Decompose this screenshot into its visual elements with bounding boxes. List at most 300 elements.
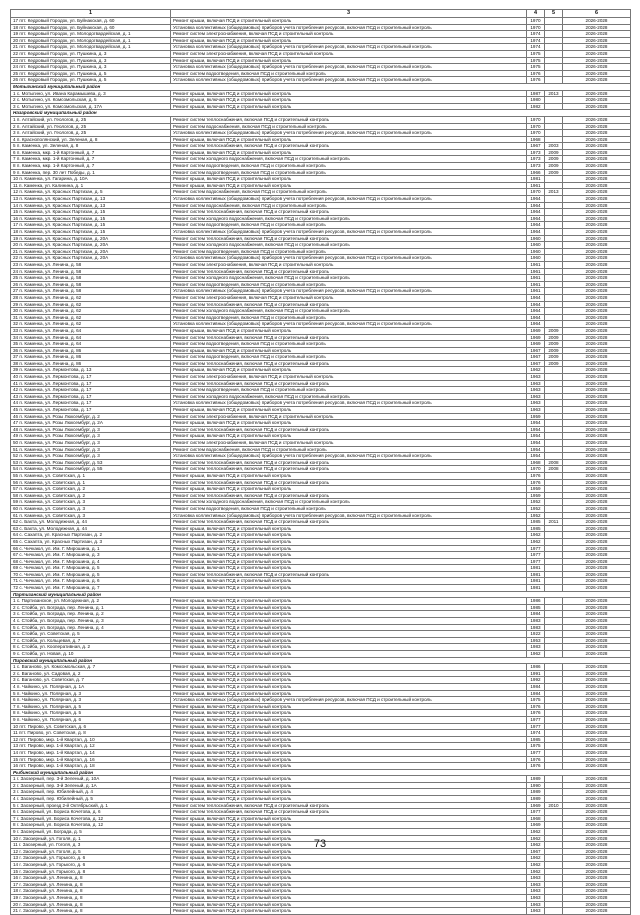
year-last-repair-cell: 2009 bbox=[545, 334, 563, 341]
table-row bbox=[11, 209, 631, 216]
year-last-repair-cell bbox=[545, 585, 563, 592]
planned-period-cell: 2026-2028 bbox=[563, 97, 631, 104]
address-cell: 71 с. Чичкаюл, ул. Им. Г. Мирошина, д. 6 bbox=[11, 578, 171, 585]
address-cell: 60 п. Каменка, ул. Советская, д. 3 bbox=[11, 505, 171, 512]
planned-period-cell: 2026-2028 bbox=[563, 789, 631, 796]
year-last-repair-cell bbox=[545, 888, 563, 895]
work-type-cell: Ремонт крыши, включая ПСД и строительный контроль bbox=[171, 565, 527, 572]
work-type-cell: Ремонт крыши, включая ПСД и строительный контроль bbox=[171, 710, 527, 717]
table-row bbox=[11, 736, 631, 743]
address-cell: 12 п. Каменка, ул. Красных Партизан, д. 5 bbox=[11, 189, 171, 196]
address-cell: 9 п. Каменка, пер. 30 лет Победы, д. 1 bbox=[11, 169, 171, 176]
address-cell: 22 пгт. Кедровый Городок, ул. Пушкина, д. 3 bbox=[11, 50, 171, 57]
address-cell: 65 с. Сахапта, ул. Красных Партизан, д. 3 bbox=[11, 538, 171, 545]
planned-period-cell: 2026-2028 bbox=[563, 888, 631, 895]
work-type-cell: Ремонт систем теплоснабжения, включая ПСД и строительный контроль bbox=[171, 466, 527, 473]
year-built-cell: 1985 bbox=[527, 736, 545, 743]
work-type-cell: Ремонт систем теплоснабжения, включая ПСД и строительный контроль bbox=[171, 235, 527, 242]
year-built-cell: 1962 bbox=[527, 538, 545, 545]
year-built-cell: 1960 bbox=[527, 255, 545, 262]
address-cell: 4 с. Стойба, ул. Бограда, пер. Ленина, д. 3 bbox=[11, 618, 171, 625]
table-row bbox=[11, 242, 631, 249]
year-last-repair-cell bbox=[545, 815, 563, 822]
work-type-cell: Ремонт крыши, включая ПСД и строительный контроль bbox=[171, 407, 527, 414]
table-row bbox=[11, 255, 631, 262]
table-row bbox=[11, 486, 631, 493]
year-built-cell: 1984 bbox=[527, 690, 545, 697]
address-cell: 1 с. Мотыгино, ул. Ивана Карамышева, д. 3 bbox=[11, 90, 171, 97]
year-built-cell: 1962 bbox=[527, 829, 545, 836]
address-cell: 23 пгт. Кедровый Городок, ул. Пушкина, д. 3 bbox=[11, 57, 171, 64]
table-row bbox=[11, 341, 631, 348]
work-type-cell: Ремонт крыши, включая ПСД и строительный контроль bbox=[171, 670, 527, 677]
table-row bbox=[11, 57, 631, 64]
year-built-cell: 1954 bbox=[527, 446, 545, 453]
table-row bbox=[11, 433, 631, 440]
work-type-cell: Ремонт крыши, включая ПСД и строительный контроль bbox=[171, 829, 527, 836]
planned-period-cell: 2026-2028 bbox=[563, 664, 631, 671]
year-last-repair-cell bbox=[545, 855, 563, 862]
work-type-cell: Ремонт крыши, включая ПСД и строительный контроль bbox=[171, 327, 527, 334]
address-cell: 8 г. Заозерный, ул. Бориса Кочетова, д. 12 bbox=[11, 822, 171, 829]
work-type-cell: Ремонт систем теплоснабжения, включая ПСД и строительный контроль bbox=[171, 209, 527, 216]
address-cell: 21 п. Каменка, ул. Красных Партизан, д. 20А bbox=[11, 248, 171, 255]
work-type-cell: Ремонт крыши, включая ПСД и строительный контроль bbox=[171, 611, 527, 618]
address-cell: 30 п. Каменка, ул. Ленина, д. 62 bbox=[11, 308, 171, 315]
planned-period-cell: 2026-2028 bbox=[563, 868, 631, 875]
planned-period-cell: 2026-2028 bbox=[563, 294, 631, 301]
year-last-repair-cell: 2009 bbox=[545, 341, 563, 348]
address-cell: 1 с. Ваганово, ул. Комсомольская, д. 7 bbox=[11, 664, 171, 671]
table-row bbox=[11, 18, 631, 25]
year-last-repair-cell: 2009 bbox=[545, 169, 563, 176]
planned-period-cell: 2026-2028 bbox=[563, 730, 631, 737]
year-built-cell: 1962 bbox=[527, 842, 545, 849]
year-built-cell: 1986 bbox=[527, 664, 545, 671]
table-row bbox=[11, 222, 631, 229]
year-last-repair-cell bbox=[545, 894, 563, 901]
table-row bbox=[11, 644, 631, 651]
work-type-cell: Ремонт крыши, включая ПСД и строительный контроль bbox=[171, 624, 527, 631]
year-last-repair-cell bbox=[545, 492, 563, 499]
year-last-repair-cell bbox=[545, 901, 563, 908]
work-type-cell: Ремонт систем водоотведения, включая ПСД и строительный контроль bbox=[171, 70, 527, 77]
table-row bbox=[11, 618, 631, 625]
work-type-cell: Ремонт крыши, включая ПСД и строительный контроль bbox=[171, 756, 527, 763]
planned-period-cell: 2026-2028 bbox=[563, 182, 631, 189]
table-row bbox=[11, 196, 631, 203]
work-type-cell: Ремонт систем теплоснабжения, включая ПСД и строительный контроль bbox=[171, 459, 527, 466]
work-type-cell: Ремонт крыши, включая ПСД и строительный контроль bbox=[171, 822, 527, 829]
planned-period-cell: 2026-2028 bbox=[563, 631, 631, 638]
planned-period-cell: 2026-2028 bbox=[563, 123, 631, 130]
year-last-repair-cell bbox=[545, 538, 563, 545]
planned-period-cell: 2026-2028 bbox=[563, 413, 631, 420]
year-last-repair-cell bbox=[545, 261, 563, 268]
address-cell: 55 п. Каменка, ул. Советская, д. 1 bbox=[11, 472, 171, 479]
planned-period-cell: 2026-2028 bbox=[563, 130, 631, 137]
planned-period-cell: 2026-2028 bbox=[563, 749, 631, 756]
year-last-repair-cell bbox=[545, 453, 563, 460]
year-built-cell: 1962 bbox=[527, 532, 545, 539]
work-type-cell: Ремонт крыши, включая ПСД и строительный контроль bbox=[171, 486, 527, 493]
work-type-cell: Ремонт крыши, включая ПСД и строительный контроль bbox=[171, 749, 527, 756]
planned-period-cell: 2026-2028 bbox=[563, 598, 631, 605]
year-built-cell: 1962 bbox=[527, 855, 545, 862]
work-type-cell: Ремонт крыши, включая ПСД и строительный контроль bbox=[171, 538, 527, 545]
year-last-repair-cell bbox=[545, 248, 563, 255]
table-row bbox=[11, 90, 631, 97]
planned-period-cell: 2026-2028 bbox=[563, 354, 631, 361]
table-row bbox=[11, 782, 631, 789]
year-last-repair-cell bbox=[545, 420, 563, 427]
work-type-cell: Ремонт крыши, включая ПСД и строительный контроль bbox=[171, 57, 527, 64]
table-row bbox=[11, 123, 631, 130]
address-cell: 61 п. Каменка, ул. Советская, д. 3 bbox=[11, 512, 171, 519]
address-cell: 39 п. Каменка, ул. Лермонтова, д. 13 bbox=[11, 367, 171, 374]
planned-period-cell: 2026-2028 bbox=[563, 670, 631, 677]
work-type-cell: Ремонт систем электроснабжения, включая ПСД и строительный контроль bbox=[171, 294, 527, 301]
work-type-cell: Ремонт крыши, включая ПСД и строительный контроль bbox=[171, 37, 527, 44]
year-built-cell: 1960 bbox=[527, 242, 545, 249]
year-built-cell: 1970 bbox=[527, 189, 545, 196]
address-cell: 8 п. Каменка, мкр. 1-й Картонный, д. 7 bbox=[11, 163, 171, 170]
address-cell: 1 с. Партизанское, ул. Молодежная, д. 2 bbox=[11, 598, 171, 605]
planned-period-cell: 2026-2028 bbox=[563, 894, 631, 901]
work-type-cell: Установка коллективных (общедомовых) приборов учета потребления ресурсов, включая ПСД и строительный контроль bbox=[171, 288, 527, 295]
year-last-repair-cell bbox=[545, 505, 563, 512]
table-row bbox=[11, 664, 631, 671]
table-row bbox=[11, 215, 631, 222]
work-type-cell: Ремонт крыши, включая ПСД и строительный контроль bbox=[171, 908, 527, 915]
work-type-cell: Ремонт крыши, включая ПСД и строительный контроль bbox=[171, 149, 527, 156]
table-row bbox=[11, 690, 631, 697]
planned-period-cell: 2026-2028 bbox=[563, 440, 631, 447]
address-cell: 28 п. Каменка, ул. Ленина, д. 62 bbox=[11, 294, 171, 301]
address-cell: 24 пгт. Кедровый Городок, ул. Пушкина, д. 3 bbox=[11, 64, 171, 71]
table-row bbox=[11, 459, 631, 466]
planned-period-cell: 2026-2028 bbox=[563, 842, 631, 849]
work-type-cell: Ремонт крыши, включая ПСД и строительный контроль bbox=[171, 743, 527, 750]
year-built-cell: 1973 bbox=[527, 156, 545, 163]
work-type-cell: Ремонт систем теплоснабжения, включая ПСД и строительный контроль bbox=[171, 492, 527, 499]
year-last-repair-cell bbox=[545, 472, 563, 479]
address-cell: 70 с. Чичкаюл, ул. Им. Г. Мирошина, д. 5 bbox=[11, 571, 171, 578]
table-row bbox=[11, 868, 631, 875]
address-cell: 40 п. Каменка, ул. Лермонтова, д. 17 bbox=[11, 374, 171, 381]
year-last-repair-cell bbox=[545, 37, 563, 44]
year-last-repair-cell bbox=[545, 776, 563, 783]
planned-period-cell: 2026-2028 bbox=[563, 347, 631, 354]
planned-period-cell: 2026-2028 bbox=[563, 571, 631, 578]
year-built-cell: 1961 bbox=[527, 288, 545, 295]
address-cell: 7 г. Заозерный, ул. Бориса Кочетова, д. 12 bbox=[11, 815, 171, 822]
year-last-repair-cell bbox=[545, 31, 563, 38]
table-row bbox=[11, 538, 631, 545]
address-cell: 12 пгт. Пирово, мкр. 1-й Квартал, д. 10 bbox=[11, 736, 171, 743]
address-cell: 69 с. Чичкаюл, ул. Им. Г. Мирошина, д. 5 bbox=[11, 565, 171, 572]
planned-period-cell: 2026-2028 bbox=[563, 624, 631, 631]
work-type-cell: Ремонт систем теплоснабжения, включая ПСД и строительный контроль bbox=[171, 802, 527, 809]
address-cell: 2 с. Ваганово, ул. Садовая, д. 2 bbox=[11, 670, 171, 677]
work-type-cell: Ремонт систем водоотведения, включая ПСД и строительный контроль bbox=[171, 314, 527, 321]
planned-period-cell: 2026-2028 bbox=[563, 532, 631, 539]
planned-period-cell: 2026-2028 bbox=[563, 90, 631, 97]
address-cell: 37 п. Каменка, ул. Ленина, д. 86 bbox=[11, 354, 171, 361]
table-row bbox=[11, 525, 631, 532]
year-last-repair-cell bbox=[545, 749, 563, 756]
year-built-cell: 1962 bbox=[527, 868, 545, 875]
year-built-cell: 1983 bbox=[527, 644, 545, 651]
planned-period-cell: 2026-2028 bbox=[563, 215, 631, 222]
year-built-cell: 1964 bbox=[527, 209, 545, 216]
table-row bbox=[11, 70, 631, 77]
table-row bbox=[11, 301, 631, 308]
work-type-cell: Ремонт систем теплоснабжения, включая ПСД и строительный контроль bbox=[171, 426, 527, 433]
year-built-cell: 1977 bbox=[527, 552, 545, 559]
year-built-cell: 1977 bbox=[527, 545, 545, 552]
address-cell: 5 с. Стойба, ул. Бограда, пер. Ленина, д. 4 bbox=[11, 624, 171, 631]
planned-period-cell: 2026-2028 bbox=[563, 472, 631, 479]
table-row bbox=[11, 723, 631, 730]
table-row bbox=[11, 604, 631, 611]
year-last-repair-cell bbox=[545, 822, 563, 829]
work-type-cell: Ремонт систем холодного водоснабжения, включая ПСД и строительный контроль bbox=[171, 308, 527, 315]
table-row bbox=[11, 809, 631, 816]
year-built-cell: 1963 bbox=[527, 875, 545, 882]
table-row bbox=[11, 512, 631, 519]
year-last-repair-cell bbox=[545, 578, 563, 585]
planned-period-cell: 2026-2028 bbox=[563, 163, 631, 170]
year-last-repair-cell: 2010 bbox=[545, 802, 563, 809]
year-last-repair-cell bbox=[545, 789, 563, 796]
year-last-repair-cell bbox=[545, 426, 563, 433]
work-type-cell: Ремонт систем электроснабжения, включая ПСД и строительный контроль bbox=[171, 261, 527, 268]
work-type-cell: Ремонт систем водоотведения, включая ПСД и строительный контроль bbox=[171, 354, 527, 361]
address-cell: 3 с. Ваганово, ул. Советская, д. 7 bbox=[11, 677, 171, 684]
year-last-repair-cell bbox=[545, 57, 563, 64]
year-built-cell: 1989 bbox=[527, 776, 545, 783]
address-cell: 20 пгт. Кедровый Городок, ул. Молодогвардейская, д. 1 bbox=[11, 37, 171, 44]
year-built-cell: 1963 bbox=[527, 380, 545, 387]
planned-period-cell: 2026-2028 bbox=[563, 31, 631, 38]
table-row bbox=[11, 756, 631, 763]
year-last-repair-cell bbox=[545, 235, 563, 242]
year-built-cell: 1963 bbox=[527, 881, 545, 888]
table-row bbox=[11, 143, 631, 150]
table-row bbox=[11, 149, 631, 156]
year-last-repair-cell bbox=[545, 288, 563, 295]
table-row bbox=[11, 862, 631, 869]
work-type-cell: Ремонт крыши, включая ПСД и строительный контроль bbox=[171, 103, 527, 110]
address-cell: 59 п. Каменка, ул. Советская, д. 3 bbox=[11, 499, 171, 506]
work-type-cell: Установка коллективных (общедомовых) приборов учета потребления ресурсов, включая ПСД и строительный контроль bbox=[171, 321, 527, 328]
address-cell: 5 п. Чайкино, ул. Полярная, д. 3 bbox=[11, 690, 171, 697]
work-type-cell: Ремонт систем водоотведения, включая ПСД и строительный контроль bbox=[171, 281, 527, 288]
year-built-cell: 1964 bbox=[527, 202, 545, 209]
table-row bbox=[11, 479, 631, 486]
planned-period-cell: 2026-2028 bbox=[563, 552, 631, 559]
planned-period-cell: 2026-2028 bbox=[563, 875, 631, 882]
table-row bbox=[11, 598, 631, 605]
year-built-cell: 1975 bbox=[527, 50, 545, 57]
planned-period-cell: 2026-2028 bbox=[563, 327, 631, 334]
address-cell: 15 г. Заозерный, ул. Горького, д. 8 bbox=[11, 868, 171, 875]
work-type-cell: Ремонт крыши, включая ПСД и строительный контроль bbox=[171, 776, 527, 783]
year-last-repair-cell bbox=[545, 50, 563, 57]
table-row bbox=[11, 585, 631, 592]
year-built-cell: 1970 bbox=[527, 24, 545, 31]
table-row bbox=[11, 380, 631, 387]
table-row bbox=[11, 763, 631, 770]
planned-period-cell: 2026-2028 bbox=[563, 341, 631, 348]
year-last-repair-cell bbox=[545, 479, 563, 486]
year-built-cell: 1970 bbox=[527, 466, 545, 473]
address-cell: 21 пгт. Кедровый Городок, ул. Молодогвардейская, д. 1 bbox=[11, 44, 171, 51]
year-built-cell: 1954 bbox=[527, 420, 545, 427]
year-built-cell: 1976 bbox=[527, 710, 545, 717]
year-built-cell: 1981 bbox=[527, 565, 545, 572]
year-built-cell: 1963 bbox=[527, 400, 545, 407]
year-last-repair-cell bbox=[545, 565, 563, 572]
address-cell: 32 п. Каменка, ул. Ленина, д. 62 bbox=[11, 321, 171, 328]
year-last-repair-cell bbox=[545, 407, 563, 414]
address-cell: 50 п. Каменка, ул. Розы Люксембург, д. 3 bbox=[11, 440, 171, 447]
year-built-cell: 1959 bbox=[527, 413, 545, 420]
year-built-cell: 1954 bbox=[527, 453, 545, 460]
address-cell: 14 г. Заозерный, ул. Горького, д. 6 bbox=[11, 862, 171, 869]
year-last-repair-cell bbox=[545, 525, 563, 532]
work-type-cell: Ремонт крыши, включая ПСД и строительный контроль bbox=[171, 558, 527, 565]
year-built-cell: 1963 bbox=[527, 894, 545, 901]
address-cell: 11 пгт. Пирово, ул. Советская, д. 8 bbox=[11, 730, 171, 737]
address-cell: 7 с. Стойба, ул. Кольцевая, д. 7 bbox=[11, 637, 171, 644]
address-cell: 15 п. Каменка, ул. Красных Партизан, д. 15 bbox=[11, 209, 171, 216]
table-row bbox=[11, 637, 631, 644]
work-type-cell: Ремонт крыши, включая ПСД и строительный контроль bbox=[171, 835, 527, 842]
table-row bbox=[11, 624, 631, 631]
address-cell: 66 с. Чичкаюл, ул. Им. Г. Мирошина, д. 1 bbox=[11, 545, 171, 552]
planned-period-cell: 2026-2028 bbox=[563, 710, 631, 717]
year-last-repair-cell bbox=[545, 64, 563, 71]
address-cell: 42 п. Каменка, ул. Лермонтова, д. 17 bbox=[11, 387, 171, 394]
year-built-cell: 1962 bbox=[527, 862, 545, 869]
address-cell: 11 г. Заозерный, ул. Гоголя, д. 3 bbox=[11, 842, 171, 849]
year-last-repair-cell bbox=[545, 631, 563, 638]
address-cell: 67 с. Чичкаюл, ул. Им. Г. Мирошина, д. 3 bbox=[11, 552, 171, 559]
work-type-cell: Ремонт систем теплоснабжения, включая ПСД и строительный контроль bbox=[171, 479, 527, 486]
year-last-repair-cell bbox=[545, 202, 563, 209]
address-cell: 56 п. Каменка, ул. Советская, д. 1 bbox=[11, 479, 171, 486]
year-built-cell: 1977 bbox=[527, 809, 545, 816]
year-built-cell: 1981 bbox=[527, 578, 545, 585]
year-last-repair-cell bbox=[545, 782, 563, 789]
planned-period-cell: 2026-2028 bbox=[563, 209, 631, 216]
work-type-cell: Ремонт систем теплоснабжения, включая ПСД и строительный контроль bbox=[171, 301, 527, 308]
planned-period-cell: 2026-2028 bbox=[563, 70, 631, 77]
section-title: Рыбинский муниципальный район bbox=[11, 769, 631, 776]
planned-period-cell: 2026-2028 bbox=[563, 697, 631, 704]
year-built-cell: 1961 bbox=[527, 268, 545, 275]
year-last-repair-cell bbox=[545, 321, 563, 328]
year-last-repair-cell bbox=[545, 103, 563, 110]
planned-period-cell: 2026-2028 bbox=[563, 229, 631, 236]
table-row bbox=[11, 881, 631, 888]
year-last-repair-cell: 2013 bbox=[545, 189, 563, 196]
table-row bbox=[11, 875, 631, 882]
address-cell: 14 пгт. Пирово, мкр. 1-й Квартал, д. 14 bbox=[11, 749, 171, 756]
work-type-cell: Ремонт крыши, включая ПСД и строительный контроль bbox=[171, 618, 527, 625]
year-last-repair-cell: 2011 bbox=[545, 519, 563, 526]
address-cell: 16 п. Каменка, ул. Красных Партизан, д. 15 bbox=[11, 215, 171, 222]
year-last-repair-cell bbox=[545, 763, 563, 770]
address-cell: 53 п. Каменка, ул. Розы Люксембург, д. 53 bbox=[11, 459, 171, 466]
address-cell: 26 пгт. Кедровый Городок, ул. Пушкина, д. 5 bbox=[11, 77, 171, 84]
work-type-cell: Ремонт крыши, включая ПСД и строительный контроль bbox=[171, 855, 527, 862]
planned-period-cell: 2026-2028 bbox=[563, 538, 631, 545]
year-built-cell: 1989 bbox=[527, 789, 545, 796]
address-cell: 23 п. Каменка, ул. Ленина, д. 58 bbox=[11, 261, 171, 268]
year-built-cell: 1976 bbox=[527, 472, 545, 479]
year-last-repair-cell bbox=[545, 446, 563, 453]
year-built-cell: 1964 bbox=[527, 301, 545, 308]
year-last-repair-cell bbox=[545, 255, 563, 262]
address-cell: 17 п. Каменка, ул. Красных Партизан, д. 15 bbox=[11, 222, 171, 229]
year-last-repair-cell bbox=[545, 829, 563, 836]
table-row bbox=[11, 519, 631, 526]
table-row bbox=[11, 229, 631, 236]
work-type-cell: Ремонт крыши, включая ПСД и строительный контроль bbox=[171, 848, 527, 855]
year-last-repair-cell bbox=[545, 571, 563, 578]
table-row bbox=[11, 815, 631, 822]
year-last-repair-cell bbox=[545, 756, 563, 763]
planned-period-cell: 2026-2028 bbox=[563, 479, 631, 486]
year-built-cell: 1980 bbox=[527, 97, 545, 104]
year-built-cell: 1963 bbox=[527, 387, 545, 394]
table-row bbox=[11, 387, 631, 394]
work-type-cell: Ремонт крыши, включая ПСД и строительный контроль bbox=[171, 644, 527, 651]
planned-period-cell: 2026-2028 bbox=[563, 176, 631, 183]
year-built-cell: 1961 bbox=[527, 275, 545, 282]
work-type-cell: Ремонт крыши, включая ПСД и строительный контроль bbox=[171, 472, 527, 479]
address-cell: 47 п. Каменка, ул. Розы Люксембург, д. 2А bbox=[11, 420, 171, 427]
section-title: Назаровский муниципальный район bbox=[11, 110, 631, 117]
year-last-repair-cell bbox=[545, 196, 563, 203]
year-built-cell: 1967 bbox=[527, 143, 545, 150]
year-last-repair-cell bbox=[545, 393, 563, 400]
section-title: Пировский муниципальный район bbox=[11, 657, 631, 664]
year-built-cell: 1964 bbox=[527, 314, 545, 321]
year-last-repair-cell bbox=[545, 637, 563, 644]
year-last-repair-cell bbox=[545, 697, 563, 704]
year-built-cell: 1984 bbox=[527, 611, 545, 618]
year-built-cell: 1964 bbox=[527, 229, 545, 236]
planned-period-cell: 2026-2028 bbox=[563, 459, 631, 466]
planned-period-cell: 2026-2028 bbox=[563, 651, 631, 658]
table-row bbox=[11, 749, 631, 756]
year-last-repair-cell bbox=[545, 716, 563, 723]
address-cell: 1 г. Заозерный, пер. 3-й Зеленый, д. 10А bbox=[11, 776, 171, 783]
year-last-repair-cell bbox=[545, 176, 563, 183]
year-built-cell: 1922 bbox=[527, 631, 545, 638]
table-row bbox=[11, 532, 631, 539]
year-built-cell: 1977 bbox=[527, 723, 545, 730]
year-built-cell: 1960 bbox=[527, 248, 545, 255]
work-type-cell: Ремонт систем теплоснабжения, включая ПСД и строительный контроль bbox=[171, 380, 527, 387]
planned-period-cell: 2026-2028 bbox=[563, 37, 631, 44]
year-last-repair-cell: 2009 bbox=[545, 354, 563, 361]
planned-period-cell: 2026-2028 bbox=[563, 512, 631, 519]
